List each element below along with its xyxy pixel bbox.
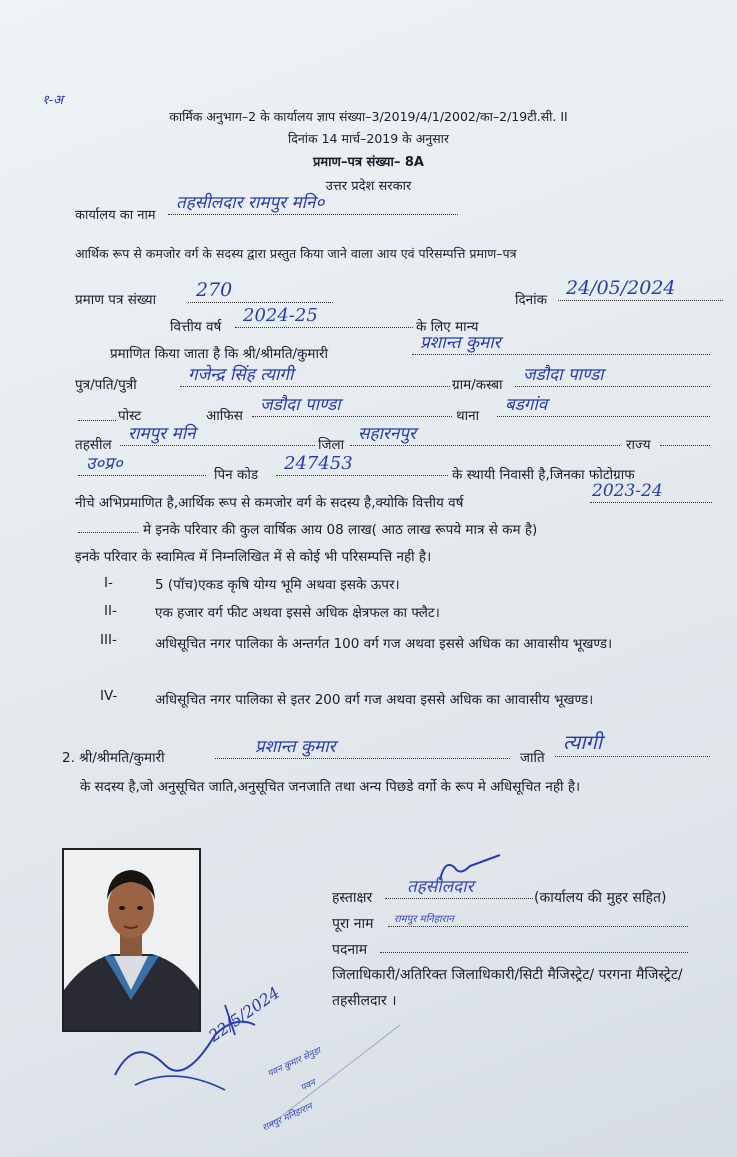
designation-field	[380, 932, 688, 953]
cert-number-label: प्रमाण पत्र संख्या	[75, 292, 157, 308]
post-blank	[78, 400, 116, 421]
photo-sign-date: 22/5/2024	[205, 982, 284, 1046]
applicant-name-value: प्रशान्त कुमार	[420, 333, 501, 353]
fullname-value: रामपुर मनिहारान	[394, 914, 454, 925]
tehsil-label: तहसील	[75, 437, 112, 453]
office-name-label: कार्यालय का नाम	[75, 208, 156, 223]
asset-text: अधिसूचित नगर पालिका से इतर 200 वर्ग गज अथवा इससे अधिक का आवासीय भूखण्ड।	[155, 692, 594, 708]
father-name-value: गजेन्द्र सिंह त्यागी	[188, 365, 294, 385]
asset-num: III-	[100, 632, 117, 648]
prev-fy-field	[590, 482, 712, 503]
office-name-field	[168, 194, 458, 215]
header-date: दिनांक 14 मार्च–2019 के अनुसार	[287, 131, 450, 146]
district-field	[350, 425, 620, 446]
state-code-field	[78, 455, 206, 476]
asset-text: एक हजार वर्ग फीट अथवा इससे अधिक क्षेत्रफल का फ्लैट।	[155, 605, 440, 621]
asset-num: IV-	[100, 688, 118, 704]
caste-label: जाति	[520, 750, 545, 766]
asset-text: अधिसूचित नगर पालिका के अन्तर्गत 100 वर्ग गज अथवा इससे अधिक का आवासीय भूखण्ड।	[155, 636, 613, 652]
fy-label: वित्तीय वर्ष	[170, 319, 222, 335]
state-label: राज्य	[626, 437, 651, 453]
date-label: दिनांक	[515, 292, 548, 308]
father-name-field	[180, 366, 450, 387]
income-blank	[78, 512, 138, 533]
fullname-field	[388, 906, 688, 927]
cert-number-field	[188, 279, 333, 303]
section2-name-value: प्रशान्त कुमार	[255, 737, 336, 757]
fullname-label: पूरा नाम	[332, 916, 374, 932]
prev-fy-value: 2023-24	[592, 481, 663, 501]
relation-label: पुत्र/पति/पुत्री	[75, 377, 137, 393]
income-text: मे इनके परिवार की कुल वार्षिक आय 08 लाख( आठ लाख रूपये मात्र से कम है)	[143, 522, 538, 538]
section2-text: के सदस्य है,जो अनुसूचित जाति,अनुसूचित जनजाति तथा अन्य पिछडे वर्गो के रूप मे अधिसूचित नही है।	[80, 779, 581, 795]
sign-field	[385, 878, 533, 899]
attest-text: नीचे अभिप्रमाणित है,आर्थिक रूप से कमजोर वर्ग के सदस्य है,क्योकि वित्तीय वर्ष	[75, 495, 464, 511]
village-label: ग्राम/कस्बा	[452, 377, 503, 393]
date-value: 24/05/2024	[566, 277, 676, 299]
officer-designations: जिलाधिकारी/अतिरिक्त जिलाधिकारी/सिटी मैजिस्ट्रेट/ परगना मैजिस्ट्रेट/तहसीलदार ।	[332, 967, 683, 1009]
stamp-line3: रामपुर मनिहारान	[261, 1101, 315, 1134]
pin-value: 247453	[284, 453, 353, 474]
tehsil-field	[120, 425, 315, 446]
caste-field	[555, 730, 710, 757]
tehsil-value: रामपुर मनि	[128, 424, 196, 444]
thana-label: थाना	[456, 408, 480, 424]
district-label: जिला	[318, 437, 345, 453]
sign-value: तहसीलदार	[407, 877, 474, 897]
applicant-name-field	[412, 334, 710, 355]
pin-field	[276, 455, 448, 476]
resident-text: के स्थायी निवासी है,जिनका फोटोग्राफ	[452, 467, 635, 483]
section2-label: 2. श्री/श्रीमति/कुमारी	[62, 750, 165, 766]
header-reference: कार्मिक अनुभाग–2 के कार्यालय ज्ञाप संख्या–3/2019/4/1/2002/का–2/19टी.सी. II	[169, 109, 568, 124]
state-government: उत्तर प्रदेश सरकार	[325, 179, 412, 194]
office2-label: आफिस	[206, 408, 243, 424]
caste-value: त्यागी	[563, 730, 603, 754]
cert-number-value: 270	[196, 279, 233, 301]
certify-label: प्रमाणित किया जाता है कि श्री/श्रीमति/कुमारी	[110, 346, 329, 362]
office-name-value: तहसीलदार रामपुर मनि०	[176, 193, 325, 213]
thana-value: बडगांव	[505, 395, 548, 415]
certificate-subject: आर्थिक रूप से कमजोर वर्ग के सदस्य द्वारा प्रस्तुत किया जाने वाला आय एवं परिसम्पत्ति प्रमाण–पत्र	[75, 246, 517, 261]
stamp-line2: पवन	[299, 1078, 318, 1094]
fy-suffix: के लिए मान्य	[416, 319, 479, 335]
stamp-line1: पवन कुमार सेनुडा	[266, 1046, 323, 1080]
section2-name-field	[215, 738, 510, 759]
post-label: पोस्ट	[118, 408, 142, 424]
fy-field	[235, 307, 413, 328]
post-field	[252, 396, 452, 417]
village-value: जडौदा पाण्डा	[523, 365, 604, 385]
village-field	[515, 366, 710, 387]
designation-label: पदनाम	[332, 942, 368, 958]
district-value: सहारनपुर	[358, 424, 416, 444]
asset-num: I-	[104, 575, 113, 591]
corner-mark: १-अ	[42, 93, 64, 108]
post-value: जडौदा पाण्डा	[260, 395, 341, 415]
pin-label: पिन कोड	[214, 467, 259, 483]
state-code-value: उ०प्र०	[86, 454, 123, 474]
sign-label: हस्ताक्षर	[332, 890, 373, 906]
state-blank	[660, 425, 710, 446]
sign-suffix: (कार्यालय की मुहर सहित)	[534, 890, 667, 906]
asset-num: II-	[104, 603, 117, 619]
date-field	[558, 277, 723, 301]
certificate-number-heading: प्रमाण–पत्र संख्या– 8A	[313, 155, 424, 170]
assets-intro: इनके परिवार के स्वामित्व में निम्नलिखित में से कोई भी परिसम्पत्ति नही है।	[75, 549, 432, 565]
fy-value: 2024-25	[243, 305, 318, 326]
asset-text: 5 (पॉच)एकड कृषि योग्य भूमि अथवा इसके ऊपर।	[155, 577, 400, 593]
thana-field	[497, 396, 710, 417]
